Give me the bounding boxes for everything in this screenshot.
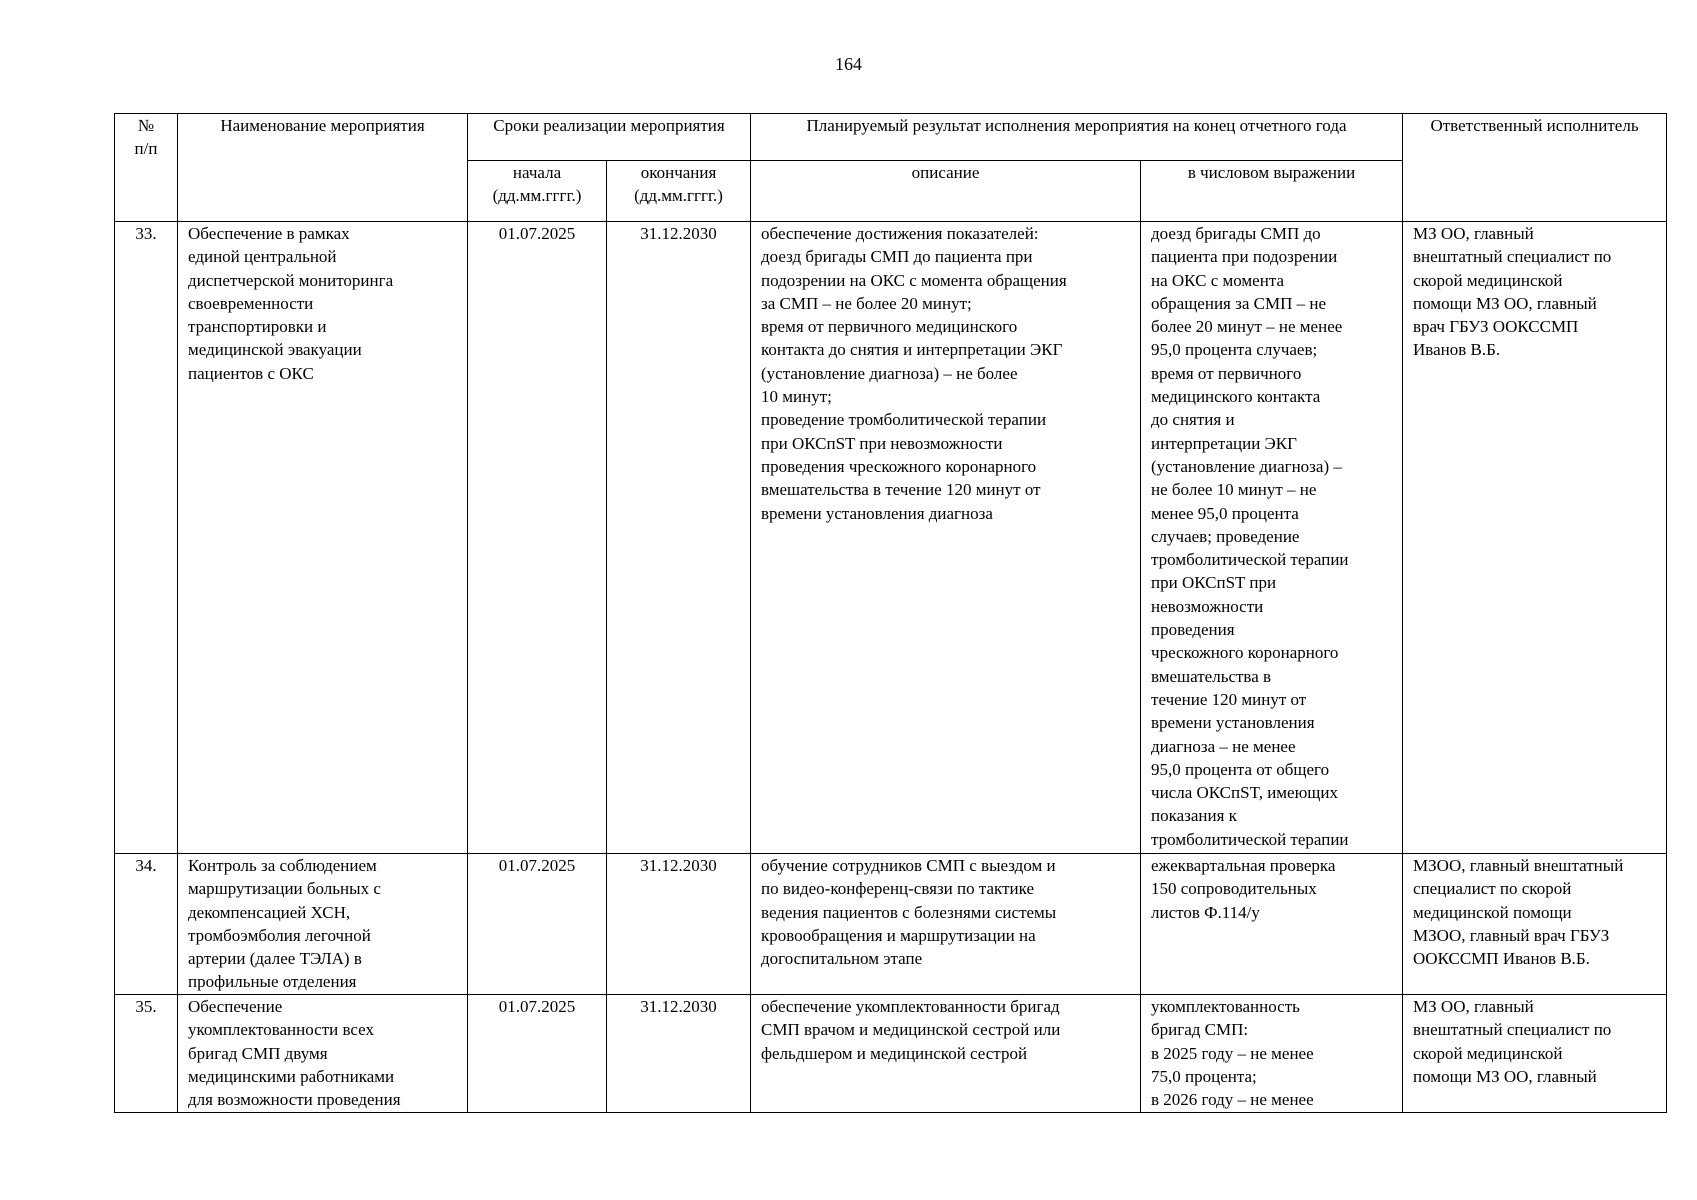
cell-line: тромболитической терапии [1151,829,1349,849]
cell-line: пациентов с ОКС [188,363,314,383]
cell-line: маршрутизации больных с [188,879,381,899]
measure-name [178,854,468,995]
cell-line: диспетчерской мониторинга [188,270,394,290]
cell-line: пациента при подозрении [1151,247,1338,267]
header-period-text: Сроки реализации мероприятия [493,116,725,135]
cell-line: 150 сопроводительных [1151,879,1317,899]
cell-line: время от первичного [1151,363,1302,383]
cell-line: укомплектованность [1151,997,1300,1016]
cell-line: 75,0 процента; [1151,1066,1257,1086]
result-numeric [1141,995,1403,1113]
page-number: 164 [835,54,862,74]
cell-line: по видео-конференц-связи по тактике [761,879,1035,899]
cell-line: МЗОО, главный врач ГБУЗ [1413,925,1610,945]
cell-line: невозможности [1151,596,1264,616]
cell-line: времени установления диагноза [761,503,993,523]
row-number: 35. [115,995,178,1113]
cell-line: при ОКСпST при невозможности [761,433,1003,453]
cell-line: в 2025 году – не менее [1151,1043,1314,1063]
cell-line: ООКССМП Иванов В.Б. [1413,949,1590,969]
header-numeric-text: в числовом выражении [1187,163,1356,182]
cell-line: доезд бригады СМП до пациента при [761,247,1033,267]
header-period [468,114,751,161]
header-result-text: Планируемый результат исполнения мероприятия на конец отчетного года [806,116,1347,135]
cell-line: МЗОО, главный внештатный [1413,856,1624,875]
cell-line: проведения чрескожного коронарного [761,456,1037,476]
cell-line: 95,0 процента случаев; [1151,340,1318,360]
cell-line: подозрении на ОКС с момента обращения [761,270,1067,290]
cell-line: профильные отделения [188,972,357,992]
cell-line: проведения [1151,620,1235,640]
header-num [115,114,178,222]
header-numeric [1141,161,1403,222]
cell-line: врач ГБУЗ ООКССМП [1413,317,1579,337]
cell-line: при ОКСпST при [1151,573,1277,593]
cell-line: скорой медицинской [1413,1043,1563,1063]
header-start [468,161,607,222]
cell-line: более 20 минут – не менее [1151,317,1343,337]
cell-line: Обеспечение [188,997,283,1016]
cell-line: обращения за СМП – не [1151,293,1326,313]
header-description [751,161,1141,222]
cell-line: (установление диагноза) – не более [761,363,1018,383]
cell-line: внештатный специалист по [1413,1020,1612,1040]
table-row [115,854,1667,995]
cell-line: не более 10 минут – не [1151,480,1317,500]
header-num-text: № п/п [134,116,158,159]
header-result [751,114,1403,161]
table-row [115,222,1667,854]
cell-line: медицинской эвакуации [188,340,362,360]
cell-line: в 2026 году – не менее [1151,1090,1314,1110]
result-numeric [1141,222,1403,854]
cell-line: артерии (далее ТЭЛА) в [188,949,362,969]
table-row [115,995,1667,1113]
cell-line: кровообращения и маршрутизации на [761,925,1036,945]
cell-line: (установление диагноза) – [1151,456,1342,476]
cell-line: интерпретации ЭКГ [1151,433,1297,453]
start-date: 01.07.2025 [468,995,607,1113]
cell-line: фельдшером и медицинской сестрой [761,1043,1028,1063]
cell-line: Обеспечение в рамках [188,224,350,243]
start-date: 01.07.2025 [468,854,607,995]
end-date: 31.12.2030 [607,854,751,995]
header-end-text: окончания (дд.мм.гггг.) [634,163,723,206]
result-description [751,854,1141,995]
end-date: 31.12.2030 [607,995,751,1113]
cell-line: медицинскими работниками [188,1066,395,1086]
header-end [607,161,751,222]
header-name [178,114,468,222]
result-description [751,222,1141,854]
measure-name [178,222,468,854]
cell-line: СМП врачом и медицинской сестрой или [761,1020,1061,1040]
cell-line: обеспечение укомплектованности бригад [761,997,1060,1016]
cell-line: течение 120 минут от [1151,689,1307,709]
cell-line: догоспитальном этапе [761,949,923,969]
row-number: 33. [115,222,178,854]
row-number: 34. [115,854,178,995]
cell-line: показания к [1151,806,1237,826]
cell-line: вмешательства в [1151,666,1272,686]
cell-line: время от первичного медицинского [761,317,1018,337]
cell-line: скорой медицинской [1413,270,1563,290]
header-responsible-text: Ответственный исполнитель [1430,116,1639,135]
header-name-text: Наименование мероприятия [220,116,425,135]
cell-line: менее 95,0 процента [1151,503,1299,523]
cell-line: доезд бригады СМП до [1151,224,1321,243]
cell-line: 95,0 процента от общего [1151,759,1330,779]
responsible-executor [1403,995,1667,1113]
cell-line: 10 минут; [761,387,832,407]
cell-line: времени установления [1151,713,1315,733]
responsible-executor [1403,854,1667,995]
cell-line: МЗ ОО, главный [1413,997,1534,1016]
cell-line: Контроль за соблюдением [188,856,377,875]
cell-line: до снятия и [1151,410,1235,430]
cell-line: числа ОКСпST, имеющих [1151,783,1338,803]
cell-line: внештатный специалист по [1413,247,1612,267]
cell-line: бригад СМП двумя [188,1043,328,1063]
cell-line: проведение тромболитической терапии [761,410,1047,430]
measures-table [114,113,1667,1113]
header-description-text: описание [911,163,980,182]
cell-line: МЗ ОО, главный [1413,224,1534,243]
cell-line: своевременности [188,293,314,313]
cell-line: для возможности проведения [188,1090,401,1110]
cell-line: ежеквартальная проверка [1151,856,1336,875]
start-date: 01.07.2025 [468,222,607,854]
cell-line: обеспечение достижения показателей: [761,224,1039,243]
cell-line: бригад СМП: [1151,1020,1249,1040]
cell-line: декомпенсацией ХСН, [188,902,351,922]
header-responsible [1403,114,1667,222]
cell-line: контакта до снятия и интерпретации ЭКГ [761,340,1063,360]
end-date: 31.12.2030 [607,222,751,854]
cell-line: тромбоэмболия легочной [188,925,371,945]
cell-line: медицинской помощи [1413,902,1572,922]
cell-line: помощи МЗ ОО, главный [1413,293,1597,313]
result-description [751,995,1141,1113]
cell-line: помощи МЗ ОО, главный [1413,1066,1597,1086]
cell-line: чрескожного коронарного [1151,643,1339,663]
cell-line: транспортировки и [188,317,327,337]
cell-line: обучение сотрудников СМП с выездом и [761,856,1056,875]
cell-line: Иванов В.Б. [1413,340,1501,360]
cell-line: на ОКС с момента [1151,270,1285,290]
header-start-text: начала (дд.мм.гггг.) [492,163,582,206]
cell-line: медицинского контакта [1151,387,1321,407]
cell-line: за СМП – не более 20 минут; [761,293,972,313]
cell-line: ведения пациентов с болезнями системы [761,902,1057,922]
cell-line: единой центральной [188,247,337,267]
result-numeric [1141,854,1403,995]
cell-line: листов Ф.114/у [1151,902,1260,922]
cell-line: тромболитической терапии [1151,550,1349,570]
measure-name [178,995,468,1113]
cell-line: диагноза – не менее [1151,736,1296,756]
cell-line: укомплектованности всех [188,1020,374,1040]
cell-line: случаев; проведение [1151,526,1300,546]
cell-line: специалист по скорой [1413,879,1572,899]
cell-line: вмешательства в течение 120 минут от [761,480,1041,500]
responsible-executor [1403,222,1667,854]
